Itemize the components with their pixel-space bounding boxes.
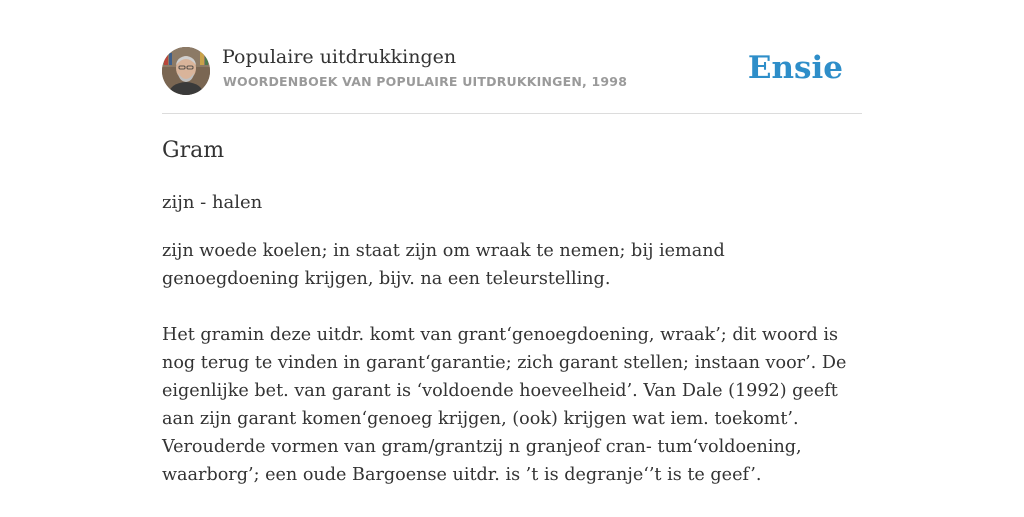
entry-subtitle: zijn - halen [162, 192, 263, 213]
entry-title: Gram [162, 138, 225, 163]
definition-paragraph: zijn woede koelen; in staat zijn om wraak te nemen; bij iemand genoegdoening krijgen, bijv. na een teleurstelling. [162, 241, 725, 289]
source-title: WOORDENBOEK VAN POPULAIRE UITDRUKKINGEN, 1998 [223, 74, 628, 89]
author-portrait-icon [162, 47, 210, 95]
ensie-logo[interactable]: Ensie [747, 50, 843, 86]
author-name[interactable]: Populaire uitdrukkingen [222, 46, 457, 68]
entry-body [162, 237, 862, 517]
author-avatar[interactable] [162, 47, 210, 95]
entry-header [162, 0, 862, 114]
entry-card [162, 0, 862, 485]
etymology-paragraph: Het gramin deze uitdr. komt van grant‘genoegdoening, wraak’; dit woord is nog terug te vinden in garant‘garantie; zich garant stellen; instaan voor’. De eigenlijke bet. van garant is ‘voldoende hoeveelheid’. Van Dale (1992) geeft aan zijn garant komen‘genoeg krijgen, (ook) krijgen wat iem. toekomt’. Verouderde vormen van gram/grantzij n granjeof cran- tum‘voldoening, waarborg’; een oude Bargoense uitdr. is ’t is degranje‘’t is te geef’. [162, 325, 847, 485]
